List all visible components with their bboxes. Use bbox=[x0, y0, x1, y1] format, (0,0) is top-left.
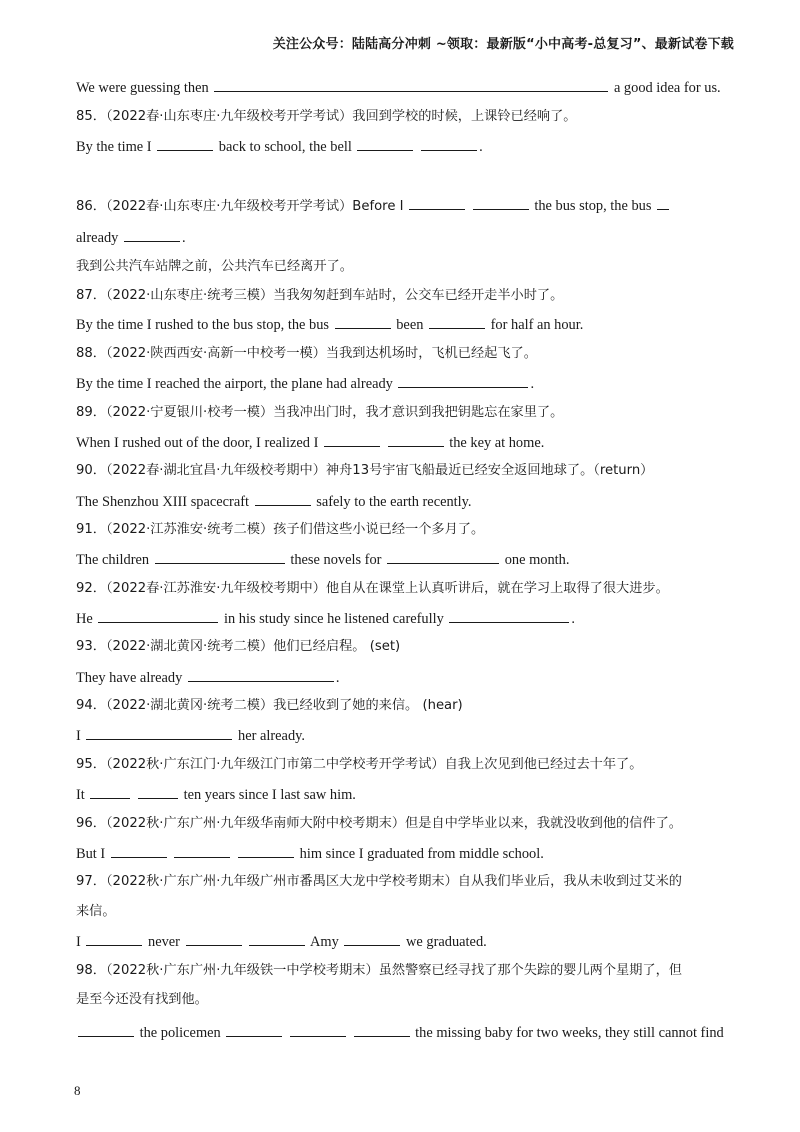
question-95: 95．（2022秋·广东江门·九年级江门市第二中学校考开学考试）自我上次见到他已经过去十年了。 bbox=[76, 757, 643, 772]
question-96: 96．（2022秋·广东广州·九年级华南师大附中校考期末）但是自中学毕业以来，我就没收到他的信件了。 bbox=[76, 816, 682, 831]
answer-blank[interactable] bbox=[409, 196, 465, 210]
answer-blank[interactable] bbox=[214, 78, 608, 92]
answer-blank[interactable] bbox=[238, 844, 294, 858]
answer-blank[interactable] bbox=[111, 844, 167, 858]
question-93: 93．（2022·湖北黄冈·统考二模）他们已经启程。 (set) bbox=[76, 639, 401, 654]
answer-blank[interactable] bbox=[155, 550, 285, 564]
answer-line: The Shenzhou XIII spacecraft safely to the earth recently. bbox=[76, 494, 472, 510]
answer-line: By the time I back to school, the bell . bbox=[76, 139, 483, 155]
question-97: 97．（2022秋·广东广州·九年级广州市番禺区大龙中学校考期末）自从我们毕业后，我从未收到过艾米的 bbox=[76, 874, 682, 889]
answer-line: He in his study since he listened carefully . bbox=[76, 611, 576, 627]
translation-86: 我到公共汽车站牌之前，公共汽车已经离开了。 bbox=[76, 259, 353, 274]
question-88: 88．（2022·陕西西安·高新一中校考一模）当我到达机场时，飞机已经起飞了。 bbox=[76, 346, 537, 361]
answer-line: already . bbox=[76, 230, 186, 246]
answer-blank[interactable] bbox=[90, 785, 130, 799]
answer-blank[interactable] bbox=[335, 315, 391, 329]
answer-blank[interactable] bbox=[357, 137, 413, 151]
answer-blank[interactable] bbox=[473, 196, 529, 210]
answer-line: The children these novels for one month. bbox=[76, 552, 570, 568]
answer-line: We were guessing then a good idea for us. bbox=[76, 80, 721, 96]
answer-line: When I rushed out of the door, I realized I the key at home. bbox=[76, 435, 545, 451]
answer-line: But I him since I graduated from middle school. bbox=[76, 846, 544, 862]
answer-blank[interactable] bbox=[138, 785, 178, 799]
answer-blank[interactable] bbox=[188, 668, 334, 682]
answer-blank[interactable] bbox=[174, 844, 230, 858]
answer-blank[interactable] bbox=[421, 137, 477, 151]
answer-blank[interactable] bbox=[226, 1023, 282, 1037]
answer-line: I never Amy we graduated. bbox=[76, 934, 487, 950]
answer-blank[interactable] bbox=[344, 932, 400, 946]
answer-blank[interactable] bbox=[324, 433, 380, 447]
question-97-cont: 来信。 bbox=[76, 904, 116, 919]
answer-blank[interactable] bbox=[354, 1023, 410, 1037]
answer-blank[interactable] bbox=[398, 374, 528, 388]
question-85: 85．（2022春·山东枣庄·九年级校考开学考试）我回到学校的时候，上课铃已经响了。 bbox=[76, 109, 577, 124]
page-number: 8 bbox=[74, 1083, 81, 1098]
answer-line: It ten years since I last saw him. bbox=[76, 787, 356, 803]
answer-blank[interactable] bbox=[86, 726, 232, 740]
question-89: 89．（2022·宁夏银川·校考一模）当我冲出门时，我才意识到我把钥匙忘在家里了。 bbox=[76, 405, 564, 420]
answer-line: By the time I rushed to the bus stop, the bus been for half an hour. bbox=[76, 317, 584, 333]
answer-blank[interactable] bbox=[98, 609, 218, 623]
question-87: 87．（2022·山东枣庄·统考三模）当我匆匆赶到车站时，公交车已经开走半小时了。 bbox=[76, 288, 564, 303]
answer-blank[interactable] bbox=[388, 433, 444, 447]
answer-line: They have already . bbox=[76, 670, 340, 686]
answer-blank[interactable] bbox=[157, 137, 213, 151]
answer-blank[interactable] bbox=[387, 550, 499, 564]
question-98-cont: 是至今还没有找到他。 bbox=[76, 992, 208, 1007]
answer-blank[interactable] bbox=[124, 228, 180, 242]
answer-blank[interactable] bbox=[186, 932, 242, 946]
question-86: 86．（2022春·山东枣庄·九年级校考开学考试）Before I the bus stop, the bus bbox=[76, 196, 724, 216]
page-header: 关注公众号：陆陆高分冲刺 ~领取：最新版“小中高考-总复习”、最新试卷下载 bbox=[272, 37, 734, 52]
answer-blank[interactable] bbox=[290, 1023, 346, 1037]
answer-blank[interactable] bbox=[255, 492, 311, 506]
question-91: 91．（2022·江苏淮安·统考二模）孩子们借这些小说已经一个多月了。 bbox=[76, 522, 485, 537]
question-92: 92．（2022春·江苏淮安·九年级校考期中）他自从在课堂上认真听讲后，就在学习上取得了很大进步。 bbox=[76, 581, 669, 596]
answer-line: the policemen the missing baby for two weeks, they still cannot find bbox=[76, 1023, 724, 1042]
answer-line: I her already. bbox=[76, 728, 305, 744]
answer-blank[interactable] bbox=[429, 315, 485, 329]
question-98: 98．（2022秋·广东广州·九年级铁一中学校考期末）虽然警察已经寻找了那个失踪的婴儿两个星期了，但 bbox=[76, 963, 682, 978]
answer-blank[interactable] bbox=[86, 932, 142, 946]
answer-blank[interactable] bbox=[657, 196, 669, 210]
question-90: 90．（2022春·湖北宜昌·九年级校考期中）神舟13号宇宙飞船最近已经安全返回地球了。（return） bbox=[76, 463, 654, 478]
answer-blank[interactable] bbox=[78, 1023, 134, 1037]
answer-blank[interactable] bbox=[449, 609, 569, 623]
answer-line: By the time I reached the airport, the plane had already . bbox=[76, 376, 535, 392]
answer-blank[interactable] bbox=[249, 932, 305, 946]
question-94: 94．（2022·湖北黄冈·统考二模）我已经收到了她的来信。 (hear) bbox=[76, 698, 463, 713]
